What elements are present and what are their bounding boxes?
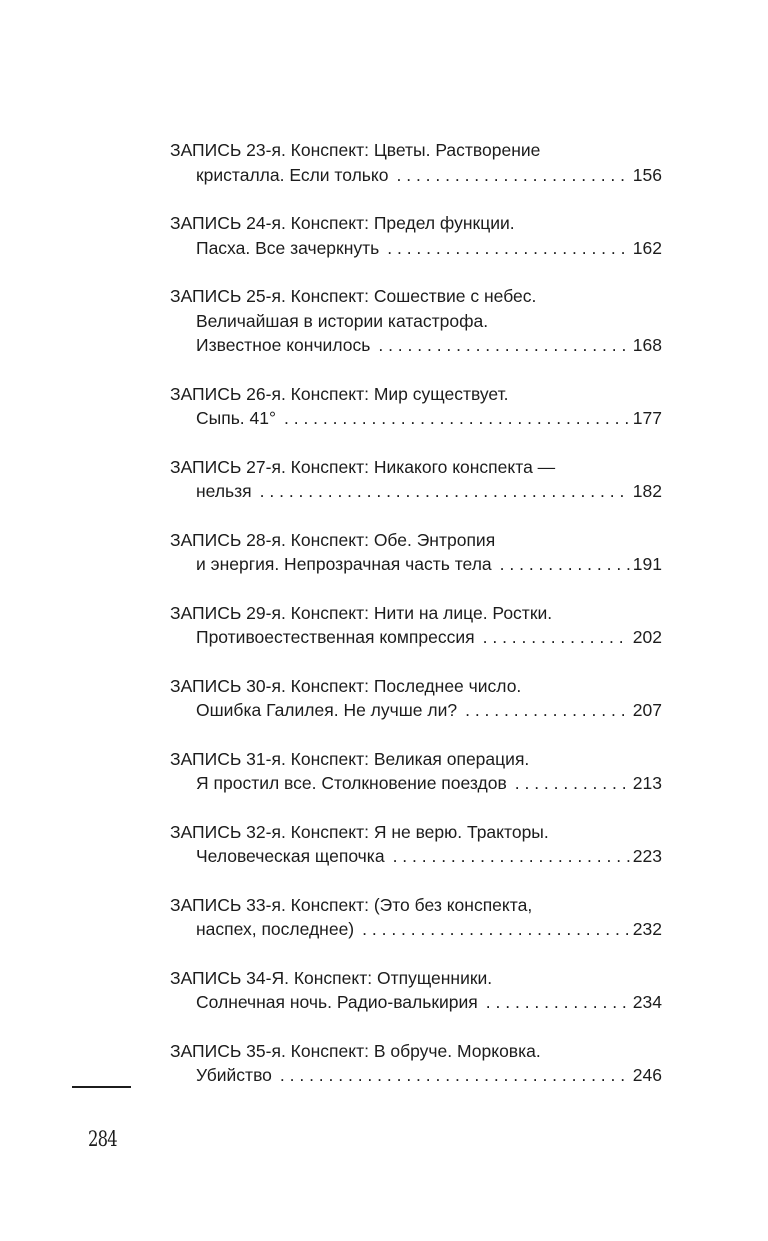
toc-entry-last-line bbox=[170, 163, 662, 188]
toc-entry bbox=[170, 747, 662, 796]
toc-entry-title-line: ЗАПИСЬ 35-я. Конспект: В обруче. Морковка. bbox=[170, 1040, 541, 1061]
toc-entry-title-line: ЗАПИСЬ 33-я. Конспект: (Это без конспекта, bbox=[170, 894, 533, 915]
toc-entry-last-line bbox=[170, 917, 662, 942]
toc-entry-page-number: 213 bbox=[632, 773, 662, 793]
toc-entry bbox=[170, 382, 662, 431]
toc-entry bbox=[170, 1039, 662, 1088]
toc-entry bbox=[170, 211, 662, 260]
dot-leader bbox=[387, 236, 630, 261]
toc-entry-title-line: Величайшая в истории катастрофа. bbox=[196, 310, 489, 331]
toc-entry bbox=[170, 528, 662, 577]
toc-entry bbox=[170, 674, 662, 723]
page-number: 284 bbox=[88, 1127, 117, 1151]
toc-entry-last-line bbox=[170, 406, 662, 431]
toc-entry-last-line bbox=[170, 552, 662, 577]
toc-entry-title-end: Известное кончилось bbox=[196, 335, 371, 355]
dot-leader bbox=[483, 625, 630, 650]
dot-leader bbox=[378, 333, 629, 358]
toc-entry-title-line: ЗАПИСЬ 28-я. Конспект: Обе. Энтропия bbox=[170, 529, 496, 550]
toc-entry-title-end: Противоестественная компрессия bbox=[196, 627, 475, 647]
toc-entry bbox=[170, 820, 662, 869]
toc-entry-title-end: и энергия. Непрозрачная часть тела bbox=[196, 554, 492, 574]
toc-entry-title-end: Сыпь. 41° bbox=[196, 408, 276, 428]
toc-entry-page-number: 246 bbox=[632, 1065, 662, 1085]
table-of-contents bbox=[170, 138, 662, 1112]
toc-entry bbox=[170, 966, 662, 1015]
dot-leader bbox=[465, 698, 630, 723]
toc-entry-last-line bbox=[170, 771, 662, 796]
toc-entry bbox=[170, 455, 662, 504]
toc-entry-page-number: 177 bbox=[632, 408, 662, 428]
toc-entry-title-line: ЗАПИСЬ 26-я. Конспект: Мир существует. bbox=[170, 383, 509, 404]
toc-entry-page-number: 182 bbox=[632, 481, 662, 501]
toc-entry-page-number: 191 bbox=[632, 554, 662, 574]
toc-entry-last-line bbox=[170, 625, 662, 650]
dot-leader bbox=[284, 406, 630, 431]
toc-entry-page-number: 223 bbox=[632, 846, 662, 866]
toc-entry-page-number: 156 bbox=[632, 164, 662, 185]
dot-leader bbox=[393, 844, 630, 869]
toc-entry-title-end: нельзя bbox=[196, 481, 252, 501]
toc-entry-page-number: 232 bbox=[632, 919, 662, 939]
toc-entry bbox=[170, 601, 662, 650]
toc-entry-title-line: ЗАПИСЬ 29-я. Конспект: Нити на лице. Ростки. bbox=[170, 602, 553, 623]
toc-entry-title-end: наспех, последнее) bbox=[196, 919, 355, 939]
toc-entry-last-line bbox=[170, 1063, 662, 1088]
toc-entry-title-end: Пасха. Все зачеркнуть bbox=[196, 237, 380, 258]
toc-entry-last-line bbox=[170, 698, 662, 723]
toc-entry-last-line bbox=[170, 333, 662, 358]
toc-entry-page-number: 202 bbox=[632, 627, 662, 647]
toc-entry-title-line: ЗАПИСЬ 30-я. Конспект: Последнее число. bbox=[170, 675, 522, 696]
toc-entry-title-end: Человеческая щепочка bbox=[196, 846, 385, 866]
toc-entry bbox=[170, 893, 662, 942]
toc-entry-title-line: ЗАПИСЬ 32-я. Конспект: Я не верю. Тракторы. bbox=[170, 821, 549, 842]
toc-entry-title-end: Ошибка Галилея. Не лучше ли? bbox=[196, 700, 458, 720]
toc-entry-last-line bbox=[170, 990, 662, 1015]
toc-entry-title-end: Я простил все. Столкновение поездов bbox=[196, 773, 507, 793]
toc-entry-title-line: ЗАПИСЬ 24-я. Конспект: Предел функции. bbox=[170, 213, 515, 233]
footer-rule bbox=[72, 1086, 131, 1088]
toc-entry-title-line: ЗАПИСЬ 25-я. Конспект: Сошествие с небес. bbox=[170, 286, 537, 306]
dot-leader bbox=[397, 163, 630, 188]
toc-entry-title-line: ЗАПИСЬ 23-я. Конспект: Цветы. Растворение bbox=[170, 140, 541, 160]
toc-entry-page-number: 162 bbox=[632, 237, 662, 258]
toc-entry-page-number: 234 bbox=[632, 992, 662, 1012]
toc-entry-last-line bbox=[170, 236, 662, 261]
dot-leader bbox=[280, 1063, 630, 1088]
dot-leader bbox=[486, 990, 630, 1015]
toc-entry-last-line bbox=[170, 479, 662, 504]
toc-entry-title-line: ЗАПИСЬ 27-я. Конспект: Никакого конспекта — bbox=[170, 456, 556, 477]
dot-leader bbox=[362, 917, 630, 942]
toc-entry-page-number: 168 bbox=[632, 335, 662, 355]
dot-leader bbox=[500, 552, 630, 577]
dot-leader bbox=[515, 771, 630, 796]
toc-entry bbox=[170, 138, 662, 187]
toc-entry-title-line: ЗАПИСЬ 34-Я. Конспект: Отпущенники. bbox=[170, 967, 493, 988]
toc-entry bbox=[170, 284, 662, 358]
dot-leader bbox=[260, 479, 630, 504]
toc-entry-page-number: 207 bbox=[632, 700, 662, 720]
toc-entry-title-end: кристалла. Если только bbox=[196, 164, 389, 185]
toc-entry-title-end: Солнечная ночь. Радио-валькирия bbox=[196, 992, 478, 1012]
toc-entry-title-end: Убийство bbox=[196, 1065, 272, 1085]
toc-entry-last-line bbox=[170, 844, 662, 869]
toc-entry-title-line: ЗАПИСЬ 31-я. Конспект: Великая операция. bbox=[170, 748, 530, 769]
